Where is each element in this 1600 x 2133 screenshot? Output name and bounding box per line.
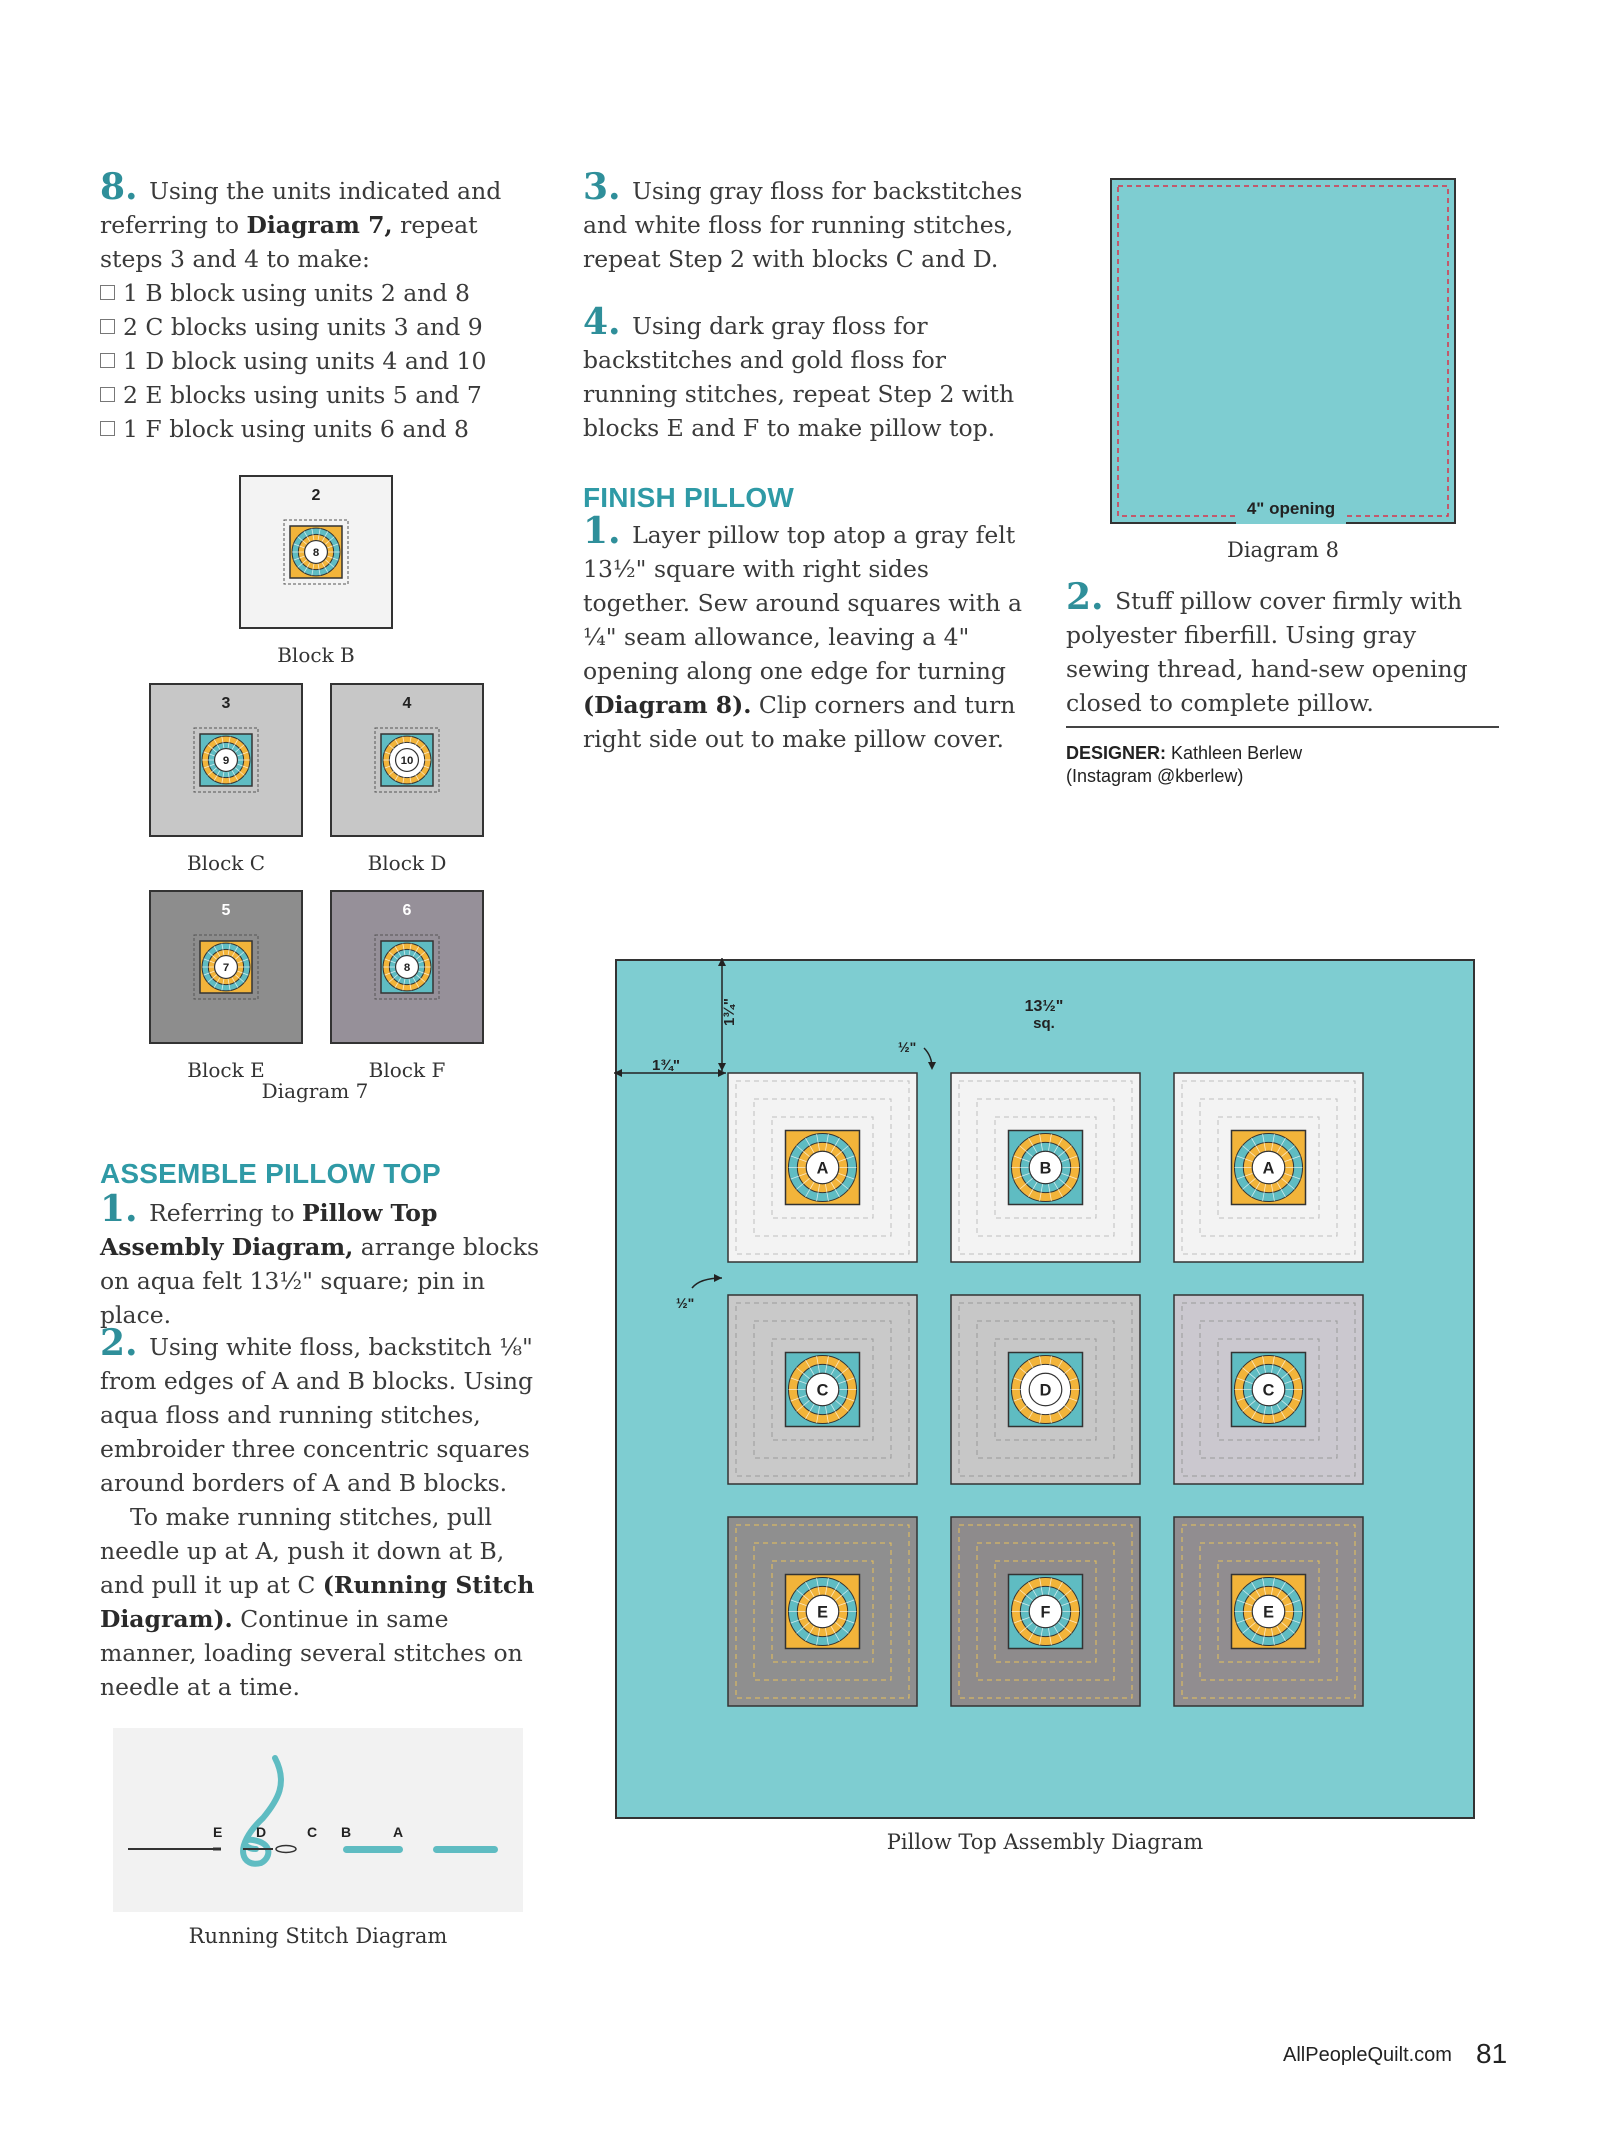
assembly-block-a xyxy=(728,1073,917,1262)
motif-label: C xyxy=(816,1381,829,1400)
finish-step-2: 2. Stuff pillow cover firmly with polyester fiberfill. Using gray sewing thread, hand-sew opening closed to complete pillow. xyxy=(1066,576,1468,717)
motif-label: D xyxy=(1039,1381,1052,1400)
block-caption: Block B xyxy=(277,643,355,667)
dim-label-gap-left: ½" xyxy=(676,1295,695,1311)
assembly-block-e xyxy=(728,1517,917,1706)
checklist-item: 1 D block using units 4 and 10 xyxy=(100,344,540,378)
diagram7-block xyxy=(331,891,483,1082)
dim-label-vertical: 1¾" xyxy=(721,998,738,1026)
unit-number: 6 xyxy=(402,902,412,919)
finish-heading: FINISH PILLOW xyxy=(583,482,795,513)
checklist-item: 2 E blocks using units 5 and 7 xyxy=(100,378,540,412)
footer-site: AllPeopleQuilt.com xyxy=(1283,2044,1452,2066)
assembly-block-a xyxy=(1174,1073,1363,1262)
checklist-item: 2 C blocks using units 3 and 9 xyxy=(100,310,540,344)
assembly-block-c xyxy=(1174,1295,1363,1484)
running-stitch-caption: Running Stitch Diagram xyxy=(188,1924,448,1948)
stitch-b-a xyxy=(343,1846,403,1853)
assembly-block-b xyxy=(951,1073,1140,1262)
diagram-8-svg xyxy=(1108,176,1458,526)
step-number: 2. xyxy=(100,1322,138,1364)
assembly-block-f xyxy=(951,1517,1140,1706)
dim-label-size: 13½" xyxy=(1024,998,1064,1015)
motif-label: A xyxy=(816,1159,829,1178)
step-number: 1. xyxy=(583,510,621,552)
motif-label: 8 xyxy=(403,962,411,975)
diagram-7-svg xyxy=(110,470,510,1110)
assembly-caption: Pillow Top Assembly Diagram xyxy=(886,1830,1204,1854)
designer-divider xyxy=(1066,726,1499,728)
checkbox-icon[interactable] xyxy=(100,285,115,300)
block-caption: Block E xyxy=(187,1058,265,1082)
motif-label: 7 xyxy=(222,962,230,975)
stitch-letter-c: C xyxy=(307,1824,318,1840)
block-checklist xyxy=(100,276,540,446)
diagram-8 xyxy=(1108,176,1458,526)
unit-number: 5 xyxy=(221,902,231,919)
step-number: 1. xyxy=(100,1188,138,1230)
assemble-step-1: 1. Referring to Pillow Top Assembly Diagram, arrange blocks on aqua felt 13½" square; pin in place. xyxy=(100,1188,540,1329)
motif-label: 9 xyxy=(222,755,230,768)
opening-label: 4" opening xyxy=(1246,499,1336,518)
diagram7-block xyxy=(150,684,302,875)
dim-label-sq: sq. xyxy=(1033,1015,1055,1032)
checkbox-icon[interactable] xyxy=(100,319,115,334)
stitch-letter-d: D xyxy=(256,1824,267,1840)
checkbox-icon[interactable] xyxy=(100,353,115,368)
block-caption: Block F xyxy=(368,1058,446,1082)
assemble-step-2: 2. Using white floss, backstitch ⅛" from edges of A and B blocks. Using aqua floss and running stitches, embroider three concentric squares around borders of A and B blocks. To make running stitches, pull needle up at A, push it down at B, and pull it up at C (Running Stitch Diagram). Continue in same manner, loading several stitches on needle at a time. xyxy=(100,1326,540,1704)
checkbox-icon[interactable] xyxy=(100,421,115,436)
motif-label: 8 xyxy=(312,547,320,560)
page-number: 81 xyxy=(1476,2038,1508,2069)
step-number: 8. xyxy=(100,166,138,208)
diagram-8-caption: Diagram 8 xyxy=(1226,538,1340,562)
unit-number: 4 xyxy=(402,695,412,712)
assemble-step-2-para: To make running stitches, pull needle up at A, push it down at B, and pull it up at C (Running Stitch Diagram). Continue in same manner, loading several stitches on needle at a time. xyxy=(100,1503,535,1701)
running-stitch-svg xyxy=(113,1728,523,1912)
motif-label: E xyxy=(817,1603,828,1622)
step-8: 8. Using the units indicated and referring to Diagram 7, repeat steps 3 and 4 to make: 1 B block using units 2 and 8 2 C blocks using units 3 and 9 1 D block using units 4 and 10 2 E blocks using units 5 and 7 1 F block using units 6 and 8 xyxy=(100,170,540,446)
assembly-block-c xyxy=(728,1295,917,1484)
motif-label: A xyxy=(1262,1159,1275,1178)
checklist-item: 1 F block using units 6 and 8 xyxy=(100,412,540,446)
designer-credit: DESIGNER: Kathleen Berlew (Instagram @kberlew) xyxy=(1066,743,1303,786)
step-number: 4. xyxy=(583,301,621,343)
assembly-block-e xyxy=(1174,1517,1363,1706)
step-number: 2. xyxy=(1066,576,1104,618)
stitch-letter-b: B xyxy=(341,1824,352,1840)
motif-label: E xyxy=(1263,1603,1274,1622)
finish-step-1: 1. Layer pillow top atop a gray felt 13½" square with right sides together. Sew around squares with a ¼" seam allowance, leaving a 4" opening along one edge for turning (Diagram 8). Clip corners and turn right side out to make pillow cover. xyxy=(583,510,1022,753)
assembly-block-d xyxy=(951,1295,1140,1484)
dim-label-gap-top: ½" xyxy=(898,1039,917,1055)
checkbox-icon[interactable] xyxy=(100,387,115,402)
block-caption: Block C xyxy=(186,851,266,875)
stitch-letter-a: A xyxy=(393,1824,404,1840)
step-4: 4. Using dark gray floss for backstitches and gold floss for running stitches, repeat Step 2 with blocks E and F to make pillow top. xyxy=(583,301,1015,442)
diagram-7 xyxy=(110,470,510,1110)
unit-number: 3 xyxy=(221,695,231,712)
diagram7-block xyxy=(240,476,392,667)
stitch-right xyxy=(433,1846,498,1853)
step-3: 3. Using gray floss for backstitches and white floss for running stitches, repeat Step 2 with blocks C and D. xyxy=(583,166,1023,273)
motif-label: C xyxy=(1262,1381,1275,1400)
unit-number: 2 xyxy=(311,487,321,504)
floss-thread xyxy=(243,1758,281,1864)
step-number: 3. xyxy=(583,166,621,208)
pillow-top-assembly-diagram xyxy=(614,958,1476,1820)
motif-label: F xyxy=(1040,1603,1051,1622)
diagram7-block xyxy=(331,684,483,875)
dim-label-left: 1¾" xyxy=(652,1057,680,1074)
running-stitch-diagram xyxy=(113,1728,523,1912)
pillow-square xyxy=(1111,179,1455,523)
motif-label: B xyxy=(1039,1159,1052,1178)
block-caption: Block D xyxy=(367,851,447,875)
diagram7-block xyxy=(150,891,302,1082)
motif-label: 10 xyxy=(400,755,414,768)
assemble-heading: ASSEMBLE PILLOW TOP xyxy=(100,1158,441,1189)
diagram-7-caption: Diagram 7 xyxy=(261,1079,369,1103)
assembly-svg xyxy=(614,958,1476,1820)
needle-eye xyxy=(276,1846,296,1853)
checklist-item: 1 B block using units 2 and 8 xyxy=(100,276,540,310)
stitch-letter-e: E xyxy=(213,1824,223,1840)
